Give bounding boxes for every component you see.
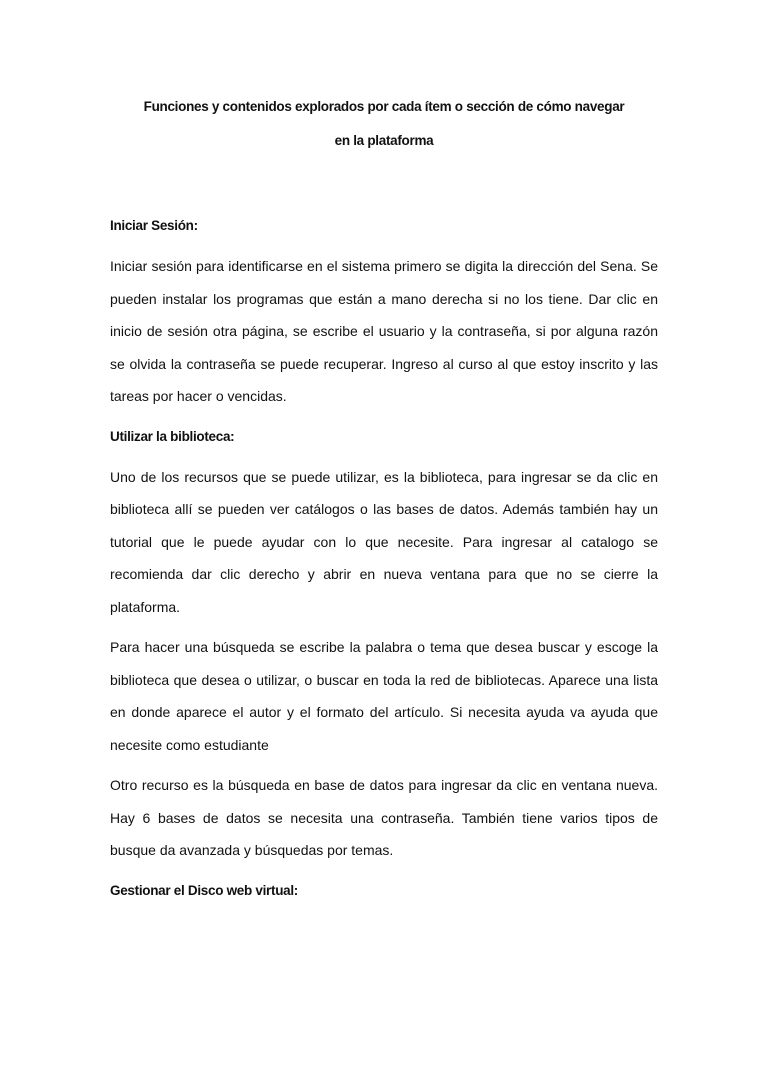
- paragraph-biblioteca-busqueda: Para hacer una búsqueda se escribe la palabra o tema que desea buscar y escoge la biblioteca que desea o utilizar, o buscar en toda la red de bibliotecas. Aparece una lista en donde aparece el autor y el formato del artículo. Si necesita ayuda va ayuda que necesite como estudiante: [110, 639, 658, 753]
- paragraph-biblioteca-recursos: Uno de los recursos que se puede utilizar, es la biblioteca, para ingresar se da clic en biblioteca allí se pueden ver catálogos o las bases de datos. Además también hay un tutorial que le puede ayudar con lo que necesite. Para ingresar al catalogo se recomienda dar clic derecho y abrir en nueva ventana para que no se cierre la plataforma.: [110, 468, 658, 615]
- paragraph-biblioteca-bases-datos: Otro recurso es la búsqueda en base de datos para ingresar da clic en ventana nueva. Hay 6 bases de datos se necesita una contraseña. También tiene varios tipos de busque da avanzada y búsquedas por temas.: [110, 777, 658, 858]
- section-heading-iniciar-sesion: Iniciar Sesión:: [110, 218, 198, 233]
- document-title: [110, 90, 658, 158]
- section-heading-disco-web-virtual: Gestionar el Disco web virtual:: [110, 882, 299, 898]
- section-heading-utilizar-biblioteca: Utilizar la biblioteca:: [110, 428, 235, 444]
- document-page: [110, 90, 658, 907]
- paragraph-iniciar-sesion: Iniciar sesión para identificarse en el sistema primero se digita la dirección del Sena. Se pueden instalar los programas que están a mano derecha si no los tiene. Dar clic en inicio de sesión otra página, se escribe el usuario y la contraseña, si por alguna razón se olvida la contraseña se puede recuperar. Ingreso al curso al que estoy inscrito y las tareas por hacer o vencidas.: [110, 258, 658, 404]
- document-title-line-2: en la plataforma: [334, 133, 434, 148]
- document-title-line-1: Funciones y contenidos explorados por cada ítem o sección de cómo navegar: [143, 99, 625, 114]
